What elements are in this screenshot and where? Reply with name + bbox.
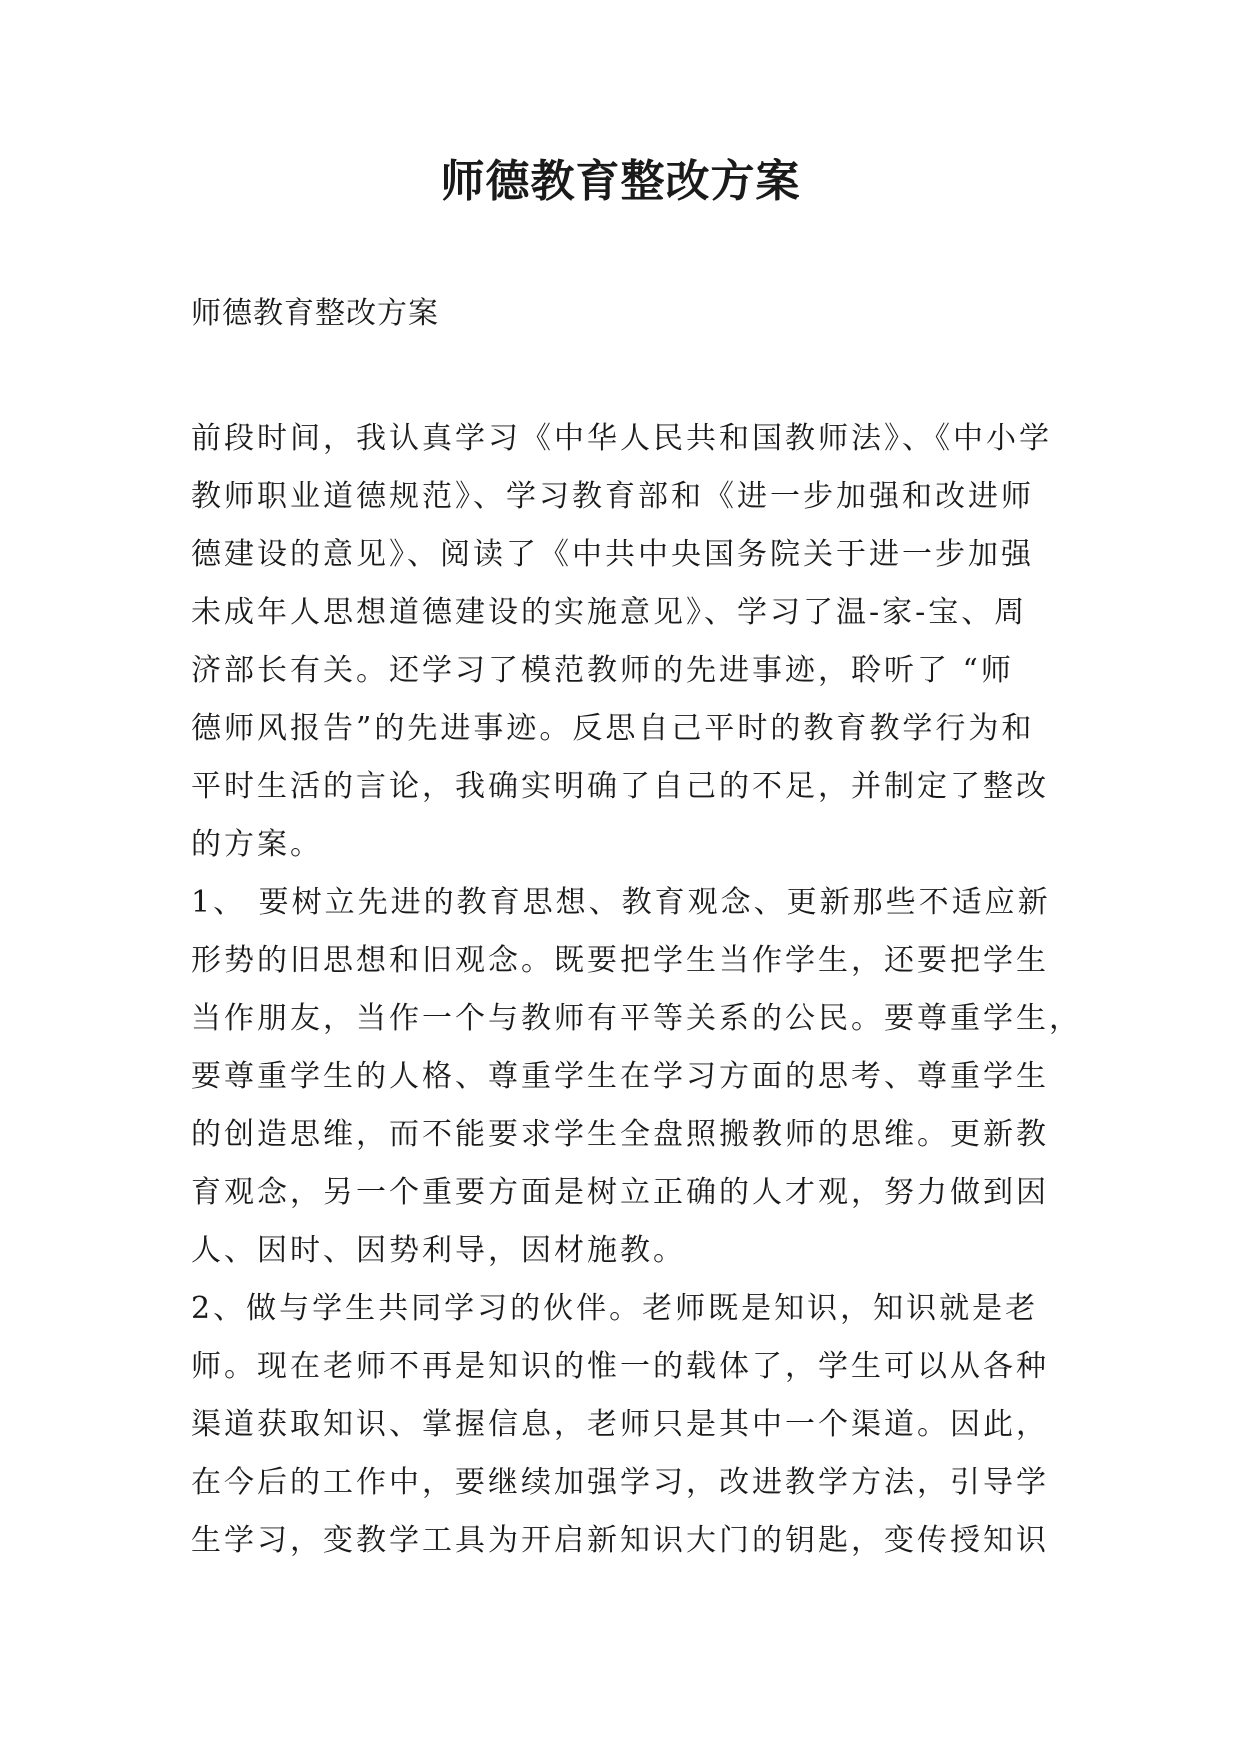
body-line: 2、做与学生共同学习的伙伴。老师既是知识，知识就是老 xyxy=(191,1291,1039,1326)
body-line: 平时生活的言论，我确实明确了自己的不足，并制定了整改 xyxy=(191,769,1049,804)
body-line: 1、 要树立先进的教育思想、教育观念、更新那些不适应新 xyxy=(191,885,1051,920)
body-line: 的方案。 xyxy=(191,827,323,862)
body-line: 济部长有关。还学习了模范教师的先进事迹，聆听了 “师 xyxy=(191,653,1014,688)
body-line: 前段时间，我认真学习《中华人民共和国教师法》、《中小学 xyxy=(191,421,1052,456)
body-line: 育观念，另一个重要方面是树立正确的人才观，努力做到因 xyxy=(191,1175,1049,1210)
body-line: 生学习，变教学工具为开启新知识大门的钥匙，变传授知识 xyxy=(191,1523,1049,1558)
body-text xyxy=(191,410,1082,1570)
body-line: 要尊重学生的人格、尊重学生在学习方面的思考、尊重学生 xyxy=(191,1059,1049,1094)
body-line: 德师风报告”的先进事迹。反思自己平时的教育教学行为和 xyxy=(191,711,1035,746)
body-line: 德建设的意见》、阅读了《中共中央国务院关于进一步加强 xyxy=(191,537,1034,572)
body-line: 在今后的工作中，要继续加强学习，改进教学方法，引导学 xyxy=(191,1465,1049,1500)
body-line: 形势的旧思想和旧观念。既要把学生当作学生，还要把学生 xyxy=(191,943,1049,978)
page-title: 师德教育整改方案 xyxy=(440,156,801,207)
body-line: 人、因时、因势利导，因材施教。 xyxy=(191,1233,686,1268)
body-line: 教师职业道德规范》、学习教育部和《进一步加强和改进师 xyxy=(191,479,1034,514)
document-subtitle: 师德教育整改方案 xyxy=(191,296,439,331)
body-line: 师。现在老师不再是知识的惟一的载体了，学生可以从各种 xyxy=(191,1349,1049,1384)
body-line: 未成年人思想道德建设的实施意见》、学习了温-家-宝、周 xyxy=(191,595,1028,630)
body-line: 当作朋友，当作一个与教师有平等关系的公民。要尊重学生， xyxy=(191,1001,1082,1036)
body-line: 的创造思维，而不能要求学生全盘照搬教师的思维。更新教 xyxy=(191,1117,1049,1152)
body-line: 渠道获取知识、掌握信息，老师只是其中一个渠道。因此， xyxy=(191,1407,1049,1442)
